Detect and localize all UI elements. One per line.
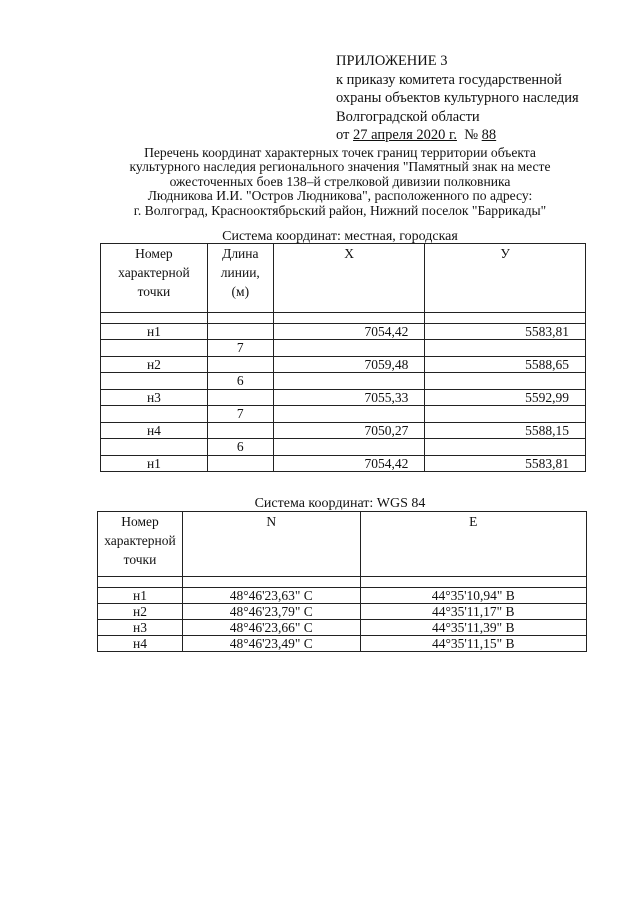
latitude-value: 48°46'23,66" С	[182, 620, 360, 636]
wgs-table-caption: Система координат: WGS 84	[254, 496, 426, 511]
heading-line: Перечень координат характерных точек границ территории объекта	[144, 145, 536, 160]
line-length: 6	[207, 373, 273, 390]
appendix-title: ПРИЛОЖЕНИЕ 3	[336, 53, 448, 69]
table-row	[98, 588, 587, 604]
point-id: н4	[98, 636, 183, 652]
point-id: н1	[101, 456, 208, 472]
order-date: 27 апреля 2020 г.	[353, 127, 457, 143]
date-prefix: от	[336, 127, 354, 143]
heading-line: ожесточенных боев 138–й стрелковой дивизии полковника	[169, 173, 511, 189]
document-heading	[90, 146, 590, 218]
table-row	[101, 439, 586, 456]
point-id: н3	[98, 620, 183, 636]
heading-line: Людникова И.И. "Остров Людникова", расположенного по адресу:	[147, 188, 533, 204]
point-id: н1	[98, 588, 183, 604]
table-row	[98, 604, 587, 620]
longitude-value: 44°35'11,39" В	[360, 620, 586, 636]
local-coordinates-table	[100, 243, 586, 472]
x-value: 7054,42	[273, 324, 425, 340]
heading-line: культурного наследия регионального значения "Памятный знак на месте	[129, 159, 551, 175]
y-value: 5592,99	[425, 390, 586, 406]
appendix-date-line	[336, 126, 579, 145]
line-length: 7	[207, 340, 273, 357]
table-row	[101, 373, 586, 390]
latitude-value: 48°46'23,49" С	[182, 636, 360, 652]
header-x: X	[273, 244, 425, 313]
local-table-caption: Система координат: местная, городская	[222, 229, 458, 244]
appendix-line: к приказу комитета государственной	[336, 71, 562, 88]
header-y: У	[425, 244, 586, 313]
point-id: н1	[101, 324, 208, 340]
table-row	[98, 620, 587, 636]
header-point: Номер характерной точки	[101, 244, 208, 313]
x-value: 7055,33	[273, 390, 425, 406]
point-id: н2	[98, 604, 183, 620]
table-row	[101, 456, 586, 472]
line-length: 7	[207, 406, 273, 423]
point-id: н2	[101, 357, 208, 373]
point-id: н4	[101, 423, 208, 439]
table-row	[101, 423, 586, 439]
table-row	[98, 636, 587, 652]
table-header-row	[98, 512, 587, 577]
appendix-line: Волгоградской области	[336, 108, 480, 125]
order-number: 88	[481, 127, 497, 143]
line-length: 6	[207, 439, 273, 456]
longitude-value: 44°35'11,15" В	[360, 636, 586, 652]
table-header-row	[101, 244, 586, 313]
y-value: 5588,15	[425, 423, 586, 439]
table-row	[101, 357, 586, 373]
appendix-line: охраны объектов культурного наследия	[336, 90, 579, 106]
header-length: Длина линии, (м)	[207, 244, 273, 313]
table-row	[101, 406, 586, 423]
header-e: E	[360, 512, 586, 577]
longitude-value: 44°35'10,94" В	[360, 588, 586, 604]
latitude-value: 48°46'23,63" С	[182, 588, 360, 604]
table-row	[101, 390, 586, 406]
number-prefix: №	[464, 127, 482, 143]
point-id: н3	[101, 390, 208, 406]
latitude-value: 48°46'23,79" С	[182, 604, 360, 620]
header-point: Номер характерной точки	[98, 512, 183, 577]
y-value: 5588,65	[425, 357, 586, 373]
longitude-value: 44°35'11,17" В	[360, 604, 586, 620]
x-value: 7059,48	[273, 357, 425, 373]
header-n: N	[182, 512, 360, 577]
heading-line: г. Волгоград, Краснооктябрьский район, Нижний поселок "Баррикады"	[133, 202, 547, 218]
wgs84-coordinates-table	[97, 511, 587, 652]
y-value: 5583,81	[425, 456, 586, 472]
y-value: 5583,81	[425, 324, 586, 340]
table-row	[101, 340, 586, 357]
appendix-block	[336, 52, 579, 145]
x-value: 7054,42	[273, 456, 425, 472]
table-row	[101, 324, 586, 340]
x-value: 7050,27	[273, 423, 425, 439]
